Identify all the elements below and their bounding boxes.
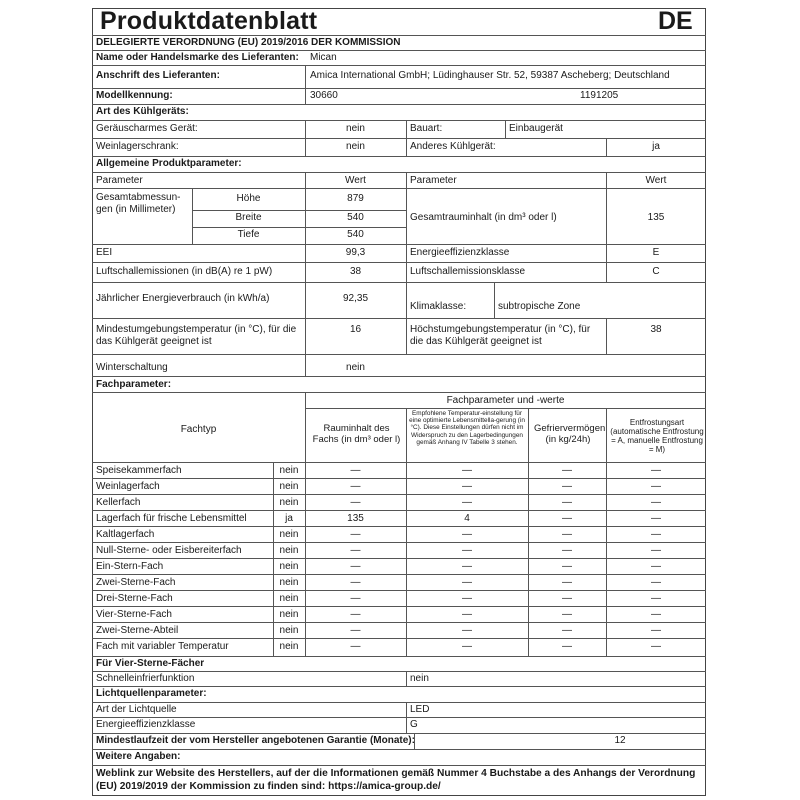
light-heading: Lichtquellenparameter: — [96, 688, 207, 699]
comp-name: Kaltlagerfach — [96, 529, 155, 540]
eei-label: EEI — [96, 247, 113, 258]
comp-name: Null-Sterne- oder Eisbereiterfach — [96, 545, 242, 556]
comp-temp: — — [462, 609, 472, 620]
comp-freeze: — — [562, 545, 572, 556]
comp-present: nein — [279, 545, 299, 556]
maxtemp-label: Höchstumgebungstemperatur (in °C), für die das Kühlgerät geeignet ist — [410, 324, 591, 347]
comp-present: nein — [279, 529, 299, 540]
comp-temp: — — [462, 641, 472, 652]
comp-vol: — — [350, 625, 361, 636]
comp-vol: — — [350, 529, 361, 540]
more-heading: Weitere Angaben: — [96, 751, 181, 762]
wine-label: Weinlagerschrank: — [96, 141, 179, 152]
other-label: Anderes Kühlgerät: — [410, 141, 496, 152]
noise-label: Luftschallemissionen (in dB(A) re 1 pW) — [96, 266, 273, 277]
climate-value: subtropische Zone — [498, 301, 581, 312]
general-heading: Allgemeine Produktparameter: — [96, 158, 242, 169]
comp-defrost: — — [651, 625, 661, 636]
comp-defrost: — — [651, 513, 661, 524]
mintemp-value: 16 — [349, 324, 362, 335]
comp-freeze: — — [562, 609, 572, 620]
comp-name: Lagerfach für frische Lebensmittel — [96, 513, 247, 524]
comp-freeze: — — [562, 641, 572, 652]
page-title: Produktdatenblatt — [100, 7, 318, 35]
comp-temp: — — [462, 497, 472, 508]
comp-temp: — — [462, 561, 472, 572]
comp-present: nein — [279, 609, 299, 620]
design-label: Bauart: — [410, 123, 443, 134]
comp-present: nein — [279, 593, 299, 604]
comp-defrost: — — [651, 545, 661, 556]
eei-value: 99,3 — [345, 247, 366, 258]
comp-defrost: — — [651, 577, 661, 588]
comp-name: Zwei-Sterne-Abteil — [96, 625, 179, 636]
light-type-label: Art der Lichtquelle — [96, 704, 177, 715]
comp-vol: 135 — [347, 513, 364, 524]
noiseclass-label: Luftschallemissionsklasse — [410, 266, 526, 277]
comp-temp: 4 — [464, 513, 470, 524]
mintemp-label: Mindestumgebungstemperatur (in °C), für die das Kühlgerät geeignet ist — [96, 324, 297, 347]
supplier-address-label: Anschrift des Lieferanten: — [96, 70, 220, 81]
comp-present: ja — [285, 513, 293, 524]
width-label: Breite — [235, 212, 262, 223]
comp-vol: — — [350, 545, 361, 556]
other-value: ja — [652, 141, 660, 152]
warranty-value: 12 — [614, 735, 626, 746]
vol-header: Rauminhalt des Fachs (in dm³ oder l) — [312, 423, 401, 445]
comp-defrost: — — [651, 465, 661, 476]
eclass-label: Energieeffizienzklasse — [410, 247, 510, 258]
regulation-title: DELEGIERTE VERORDNUNG (EU) 2019/2016 DER KOMMISSION — [96, 37, 401, 48]
comp-vol: — — [350, 577, 361, 588]
light-type-value: LED — [410, 704, 430, 715]
freeze-header: Gefriervermögen (in kg/24h) — [534, 423, 606, 445]
temp-header: Empfohlene Temperatur-einstellung für eine optimierte Lebensmittella-gerung (in °C). Diese Einstellungen dürfen nicht im Widerspruch zu den Lagerbedingungen gemäß Anhang IV Tabelle 3 stehen. — [409, 410, 525, 446]
comp-defrost: — — [651, 609, 661, 620]
comp-present: nein — [279, 577, 299, 588]
comp-freeze: — — [562, 513, 572, 524]
comp-defrost: — — [651, 529, 661, 540]
comp-name: Fach mit variabler Temperatur — [96, 641, 229, 652]
comp-temp: — — [462, 593, 472, 604]
comp-vol: — — [350, 561, 361, 572]
comp-name: Weinlagerfach — [96, 481, 160, 492]
defrost-header: Entfrostungsart (automatische Entfrostung = A, manuelle Entfrostung = M) — [610, 418, 704, 454]
model-value: 30660 — [310, 90, 338, 101]
value-header: Wert — [345, 175, 366, 186]
comp-defrost: — — [651, 593, 661, 604]
model-label: Modellkennung: — [96, 90, 173, 101]
comp-freeze: — — [562, 577, 572, 588]
comp-present: nein — [279, 465, 299, 476]
comp-present: nein — [279, 641, 299, 652]
type-heading: Art des Kühlgeräts: — [96, 106, 189, 117]
eclass-value: E — [652, 247, 660, 258]
comp-vol: — — [350, 497, 361, 508]
light-class-label: Energieeffizienzklasse — [96, 719, 196, 730]
value-header-2: Wert — [645, 175, 667, 186]
comp-vol: — — [350, 465, 361, 476]
more-text: Weblink zur Website des Herstellers, auf der die Informationen gemäß Nummer 4 Buchstabe a des Anhangs der Verordnung (EU) 2019/2019 der Kommission zu finden sind: https://amica-group.de/ — [96, 768, 696, 792]
warranty-label: Mindestlaufzeit der vom Hersteller angebotenen Garantie (Monate): — [96, 735, 415, 746]
maxtemp-value: 38 — [650, 324, 662, 335]
quick-freeze-value: nein — [410, 673, 429, 684]
winter-value: nein — [346, 362, 365, 373]
comp-temp: — — [462, 545, 472, 556]
comp-vol: — — [350, 481, 361, 492]
annual-label: Jährlicher Energieverbrauch (in kWh/a) — [96, 293, 270, 304]
comp-name: Zwei-Sterne-Fach — [96, 577, 176, 588]
fachtyp-header: Fachtyp — [180, 424, 217, 435]
comp-temp: — — [462, 481, 472, 492]
wine-value: nein — [346, 141, 365, 152]
comp-freeze: — — [562, 481, 572, 492]
param-header-2: Parameter — [410, 175, 457, 186]
group-header: Fachparameter und -werte — [446, 395, 565, 406]
comp-name: Speisekammerfach — [96, 465, 182, 476]
fourstar-heading: Für Vier-Sterne-Fächer — [96, 658, 205, 669]
comp-vol: — — [350, 609, 361, 620]
comp-freeze: — — [562, 465, 572, 476]
supplier-name-label: Name oder Handelsmarke des Lieferanten: — [96, 52, 299, 63]
comp-temp: — — [462, 465, 472, 476]
language-code: DE — [658, 7, 693, 35]
comp-freeze: — — [562, 593, 572, 604]
supplier-name-value: Mican — [310, 52, 337, 63]
annual-value: 92,35 — [342, 293, 369, 304]
noise-value: 38 — [349, 266, 362, 277]
height-value: 879 — [347, 193, 364, 204]
light-class-value: G — [410, 719, 418, 730]
comp-present: nein — [279, 481, 299, 492]
compartments-heading: Fachparameter: — [96, 379, 172, 390]
depth-value: 540 — [347, 229, 364, 240]
model-value-2: 1191205 — [580, 90, 619, 101]
comp-name: Drei-Sterne-Fach — [96, 593, 173, 604]
comp-present: nein — [279, 497, 299, 508]
comp-present: nein — [279, 561, 299, 572]
comp-freeze: — — [562, 529, 572, 540]
comp-name: Vier-Sterne-Fach — [96, 609, 172, 620]
width-value: 540 — [347, 212, 364, 223]
climate-label: Klimaklasse: — [410, 301, 467, 312]
quiet-value: nein — [346, 123, 365, 134]
comp-temp: — — [462, 625, 472, 636]
height-label: Höhe — [236, 193, 261, 204]
design-value: Einbaugerät — [509, 123, 563, 134]
comp-name: Ein-Stern-Fach — [96, 561, 164, 572]
comp-freeze: — — [562, 625, 572, 636]
quick-freeze-label: Schnelleinfrierfunktion — [96, 673, 195, 684]
param-header: Parameter — [96, 175, 143, 186]
comp-defrost: — — [651, 497, 661, 508]
winter-label: Winterschaltung — [96, 362, 168, 373]
comp-temp: — — [462, 577, 472, 588]
comp-vol: — — [350, 593, 361, 604]
noiseclass-value: C — [652, 266, 660, 277]
comp-temp: — — [462, 529, 472, 540]
comp-freeze: — — [562, 561, 572, 572]
comp-name: Kellerfach — [96, 497, 141, 508]
dims-label: Gesamtabmessun-gen (in Millimeter) — [96, 192, 181, 215]
volume-label: Gesamtrauminhalt (in dm³ oder l) — [410, 212, 557, 223]
comp-defrost: — — [651, 481, 661, 492]
quiet-label: Geräuscharmes Gerät: — [96, 123, 198, 134]
supplier-address-value: Amica International GmbH; Lüdinghauser Str. 52, 59387 Ascheberg; Deutschland — [310, 70, 670, 81]
comp-vol: — — [350, 641, 361, 652]
depth-label: Tiefe — [237, 229, 260, 240]
comp-defrost: — — [651, 561, 661, 572]
comp-freeze: — — [562, 497, 572, 508]
volume-value: 135 — [647, 212, 665, 223]
comp-present: nein — [279, 625, 299, 636]
comp-defrost: — — [651, 641, 661, 652]
